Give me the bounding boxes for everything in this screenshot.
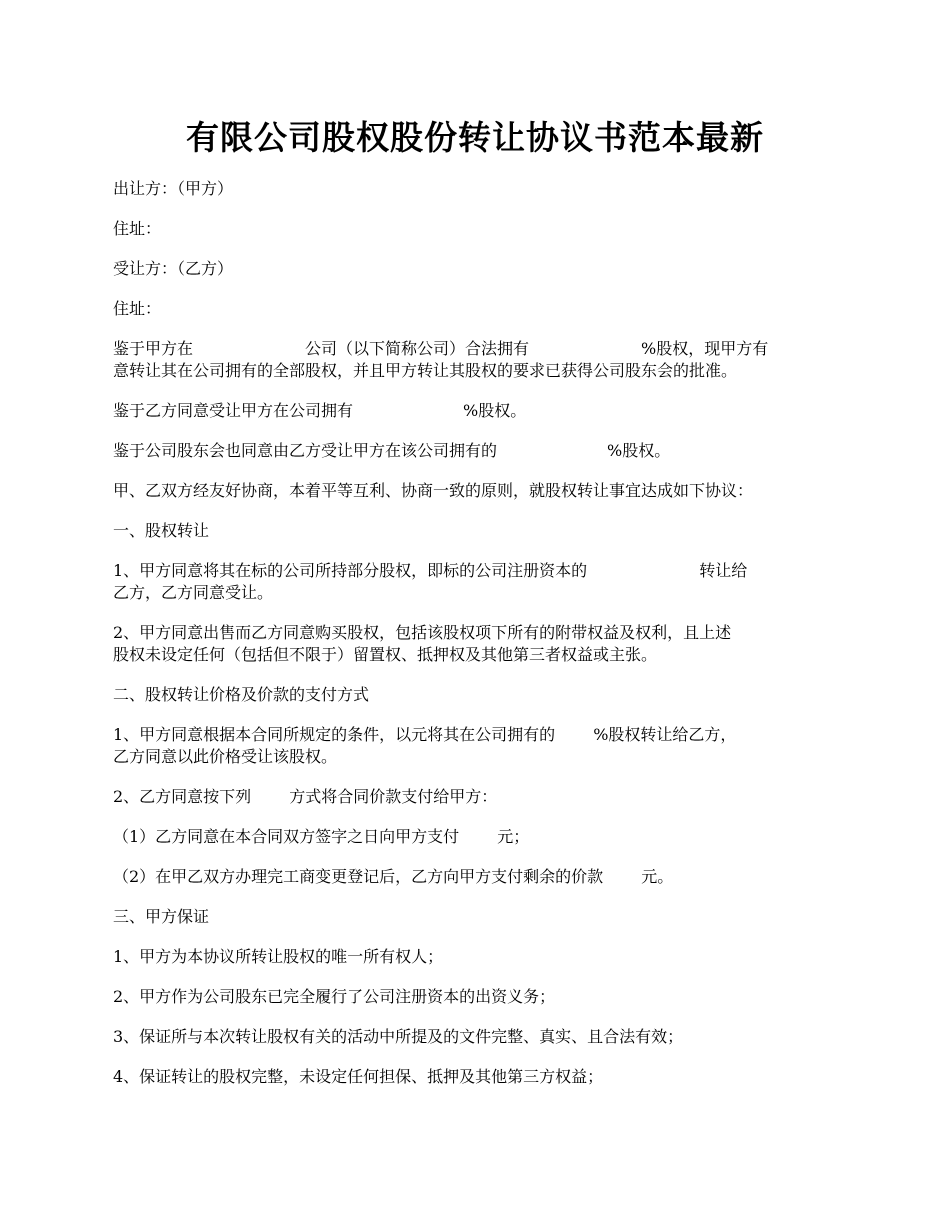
section-1-item-2-line-1: 2、甲方同意出售而乙方同意购买股权，包括该股权项下所有的附带权益及权利，且上述 — [113, 623, 732, 642]
recital-2-part-2: %股权。 — [463, 401, 527, 420]
section-2-sub-1-part-1: （1）乙方同意在本合同双方签字之日向甲方支付 — [113, 827, 460, 846]
transferor-address-line: 住址： — [113, 219, 162, 238]
section-3-item-3: 3、保证所与本次转让股权有关的活动中所提及的文件完整、真实、且合法有效； — [113, 1027, 684, 1046]
recital-1-part-2: 公司（以下简称公司）合法拥有 — [305, 339, 530, 358]
section-3-heading: 三、甲方保证 — [113, 907, 210, 926]
transferor-line: 出让方：（甲方） — [113, 179, 234, 198]
section-2-sub-2 — [113, 866, 853, 888]
recital-1-line-2: 意转让其在公司拥有的全部股权，并且甲方转让其股权的要求已获得公司股东会的批准。 — [113, 361, 738, 380]
section-1-item-1-part-1: 1、甲方同意将其在标的公司所持部分股权，即标的公司注册资本的 — [113, 561, 588, 580]
document-title: 有限公司股权股份转让协议书范本最新 — [186, 118, 764, 157]
section-1-item-1-line-1 — [113, 560, 853, 582]
recital-1-line-1 — [113, 338, 853, 360]
section-1-item-1-line-2: 乙方，乙方同意受让。 — [113, 583, 274, 602]
section-2-item-2-part-2: 方式将合同价款支付给甲方： — [289, 787, 498, 806]
section-2-heading: 二、股权转让价格及价款的支付方式 — [113, 685, 370, 704]
recital-1 — [113, 338, 853, 382]
recital-3-part-2: %股权。 — [607, 441, 671, 460]
section-1-item-1 — [113, 560, 853, 604]
section-2-item-2 — [113, 786, 853, 808]
section-1-item-1-part-2: 转让给 — [699, 561, 748, 580]
document-body — [113, 178, 853, 1106]
transferee-line: 受让方：（乙方） — [113, 259, 234, 278]
recital-2-part-1: 鉴于乙方同意受让甲方在公司拥有 — [113, 401, 354, 420]
section-2-item-1-line-1 — [113, 724, 853, 746]
section-2-item-1-part-2: %股权转让给乙方， — [593, 725, 737, 744]
recital-3-part-1: 鉴于公司股东会也同意由乙方受让甲方在该公司拥有的 — [113, 441, 498, 460]
agreement-intro: 甲、乙双方经友好协商，本着平等互利、协商一致的原则，就股权转让事宜达成如下协议： — [113, 481, 754, 500]
section-3-item-1: 1、甲方为本协议所转让股权的唯一所有权人； — [113, 947, 444, 966]
section-2-item-1-part-1: 1、甲方同意根据本合同所规定的条件，以元将其在公司拥有的 — [113, 725, 556, 744]
transferee-address-line: 住址： — [113, 299, 162, 318]
section-2-sub-1 — [113, 826, 853, 848]
recital-1-part-1: 鉴于甲方在 — [113, 339, 194, 358]
section-2-sub-1-part-2: 元； — [497, 827, 530, 846]
section-1-heading: 一、股权转让 — [113, 521, 210, 540]
recital-3 — [113, 440, 853, 462]
section-2-sub-2-part-1: （2）在甲乙双方办理完工商变更登记后，乙方向甲方支付剩余的价款 — [113, 867, 604, 886]
recital-2 — [113, 400, 853, 422]
section-3-item-2: 2、甲方作为公司股东已完全履行了公司注册资本的出资义务； — [113, 987, 556, 1006]
section-2-sub-2-part-2: 元。 — [641, 867, 674, 886]
section-3-item-4: 4、保证转让的股权完整，未设定任何担保、抵押及其他第三方权益； — [113, 1067, 604, 1086]
section-1-item-2 — [113, 622, 853, 666]
section-2-item-1 — [113, 724, 853, 768]
section-2-item-1-line-2: 乙方同意以此价格受让该股权。 — [113, 747, 338, 766]
recital-1-part-3: %股权，现甲方有 — [641, 339, 769, 358]
section-1-item-2-line-2: 股权未设定任何（包括但不限于）留置权、抵押权及其他第三者权益或主张。 — [113, 645, 658, 664]
section-2-item-2-part-1: 2、乙方同意按下列 — [113, 787, 252, 806]
